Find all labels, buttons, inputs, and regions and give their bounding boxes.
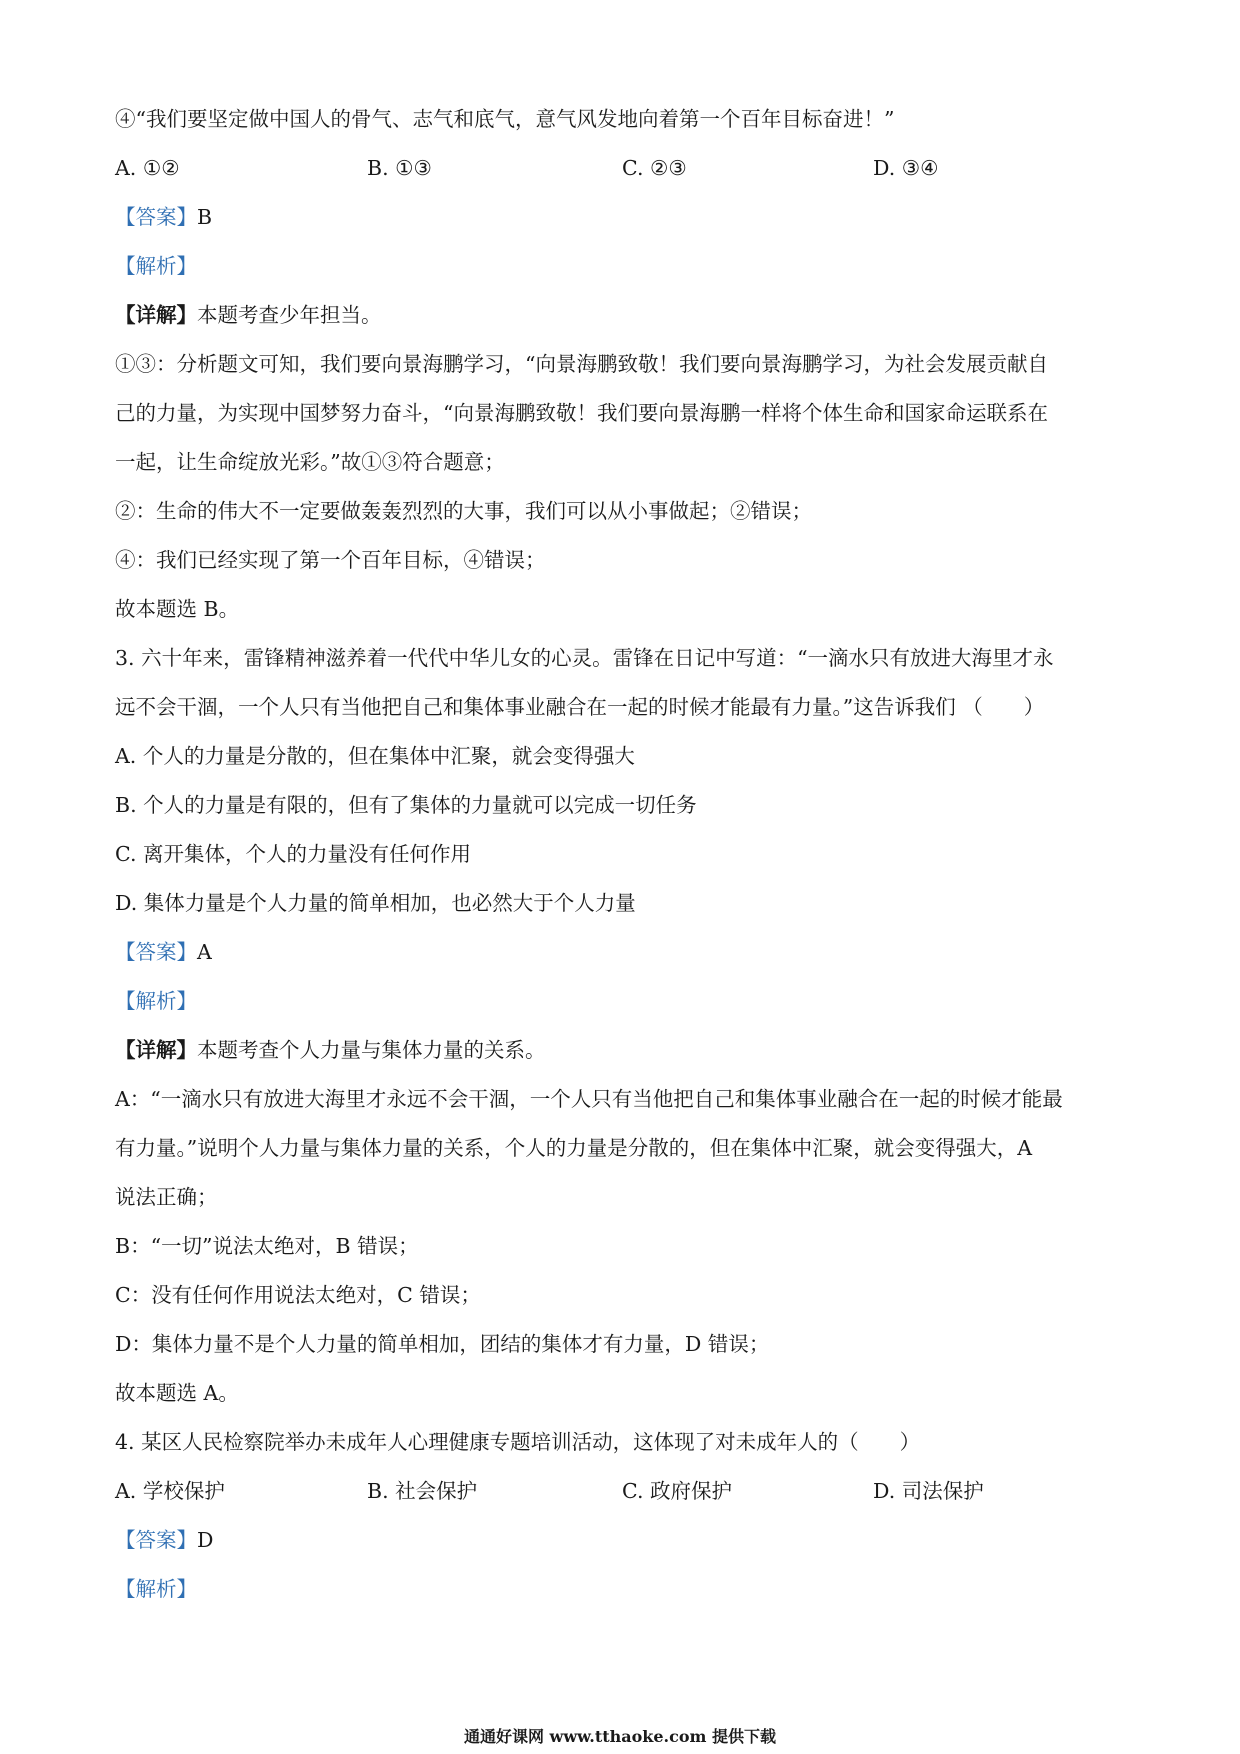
detail-line bbox=[115, 300, 382, 330]
detail-text: 本题考查少年担当。 bbox=[197, 303, 382, 327]
explanation-line: B：“一切”说法太绝对，B 错误； bbox=[115, 1234, 419, 1258]
answer-label: 【答案】 bbox=[115, 205, 197, 229]
option-b: B. 社会保护 bbox=[367, 1479, 478, 1503]
option-b: B. ①③ bbox=[367, 156, 432, 180]
explanation-line: A：“一滴水只有放进大海里才永远不会干涸，一个人只有当他把自己和集体事业融合在一起的时候才能最 bbox=[115, 1087, 1063, 1111]
answer-line bbox=[115, 937, 212, 967]
analysis-label: 【解析】 bbox=[115, 1577, 197, 1601]
answer-label: 【答案】 bbox=[115, 940, 197, 964]
explanation-line: 己的力量，为实现中国梦努力奋斗，“向景海鹏致敬！我们要向景海鹏一样将个体生命和国家命运联系在 bbox=[115, 401, 1048, 425]
answer-line bbox=[115, 1525, 213, 1555]
option-a: A. ①② bbox=[115, 156, 180, 180]
detail-text: 本题考查个人力量与集体力量的关系。 bbox=[197, 1038, 546, 1062]
option-d: D. ③④ bbox=[873, 156, 939, 180]
explanation-line: 有力量。”说明个人力量与集体力量的关系，个人的力量是分散的，但在集体中汇聚，就会变得强大，A bbox=[115, 1136, 1033, 1160]
question-3-stem: 远不会干涸，一个人只有当他把自己和集体事业融合在一起的时候才能最有力量。”这告诉我们 （ ） bbox=[115, 695, 1045, 719]
detail-label: 【详解】 bbox=[115, 303, 197, 327]
question-4-stem: 4. 某区人民检察院举办未成年人心理健康专题培训活动，这体现了对未成年人的（ ） bbox=[115, 1430, 921, 1454]
option-c: C. 政府保护 bbox=[622, 1479, 732, 1503]
question-3-stem: 3. 六十年来，雷锋精神滋养着一代代中华儿女的心灵。雷锋在日记中写道：“一滴水只有放进大海里才永 bbox=[115, 646, 1054, 670]
option-a: A. 个人的力量是分散的，但在集体中汇聚，就会变得强大 bbox=[115, 744, 635, 768]
explanation-line: 说法正确； bbox=[115, 1185, 218, 1209]
explanation-line: C：没有任何作用说法太绝对，C 错误； bbox=[115, 1283, 481, 1307]
option-d: D. 司法保护 bbox=[873, 1479, 984, 1503]
analysis-label: 【解析】 bbox=[115, 254, 197, 278]
option-a: A. 学校保护 bbox=[115, 1479, 225, 1503]
answer-value: D bbox=[197, 1528, 214, 1552]
detail-label: 【详解】 bbox=[115, 1038, 197, 1062]
explanation-line: ④：我们已经实现了第一个百年目标，④错误； bbox=[115, 548, 546, 572]
option-c: C. ②③ bbox=[622, 156, 687, 180]
question-item-4: ④“我们要坚定做中国人的骨气、志气和底气，意气风发地向着第一个百年目标奋进！” bbox=[115, 107, 895, 131]
explanation-line: 一起，让生命绽放光彩。”故①③符合题意； bbox=[115, 450, 505, 474]
footer-watermark: 通通好课网 www.tthaoke.com 提供下载 bbox=[463, 1727, 777, 1746]
explanation-line: ①③：分析题文可知，我们要向景海鹏学习，“向景海鹏致敬！我们要向景海鹏学习，为社会发展贡献自 bbox=[115, 352, 1048, 376]
option-d: D. 集体力量是个人力量的简单相加，也必然大于个人力量 bbox=[115, 891, 636, 915]
explanation-line: D：集体力量不是个人力量的简单相加，团结的集体才有力量，D 错误； bbox=[115, 1332, 770, 1356]
option-b: B. 个人的力量是有限的，但有了集体的力量就可以完成一切任务 bbox=[115, 793, 697, 817]
analysis-label: 【解析】 bbox=[115, 989, 197, 1013]
option-c: C. 离开集体，个人的力量没有任何作用 bbox=[115, 842, 471, 866]
answer-value: B bbox=[197, 205, 213, 229]
explanation-line: 故本题选 B。 bbox=[115, 597, 240, 621]
detail-line bbox=[115, 1035, 546, 1065]
explanation-line: ②：生命的伟大不一定要做轰轰烈烈的大事，我们可以从小事做起；②错误； bbox=[115, 499, 812, 523]
answer-line bbox=[115, 202, 212, 232]
explanation-line: 故本题选 A。 bbox=[115, 1381, 239, 1405]
answer-label: 【答案】 bbox=[115, 1528, 197, 1552]
answer-value: A bbox=[197, 940, 212, 964]
